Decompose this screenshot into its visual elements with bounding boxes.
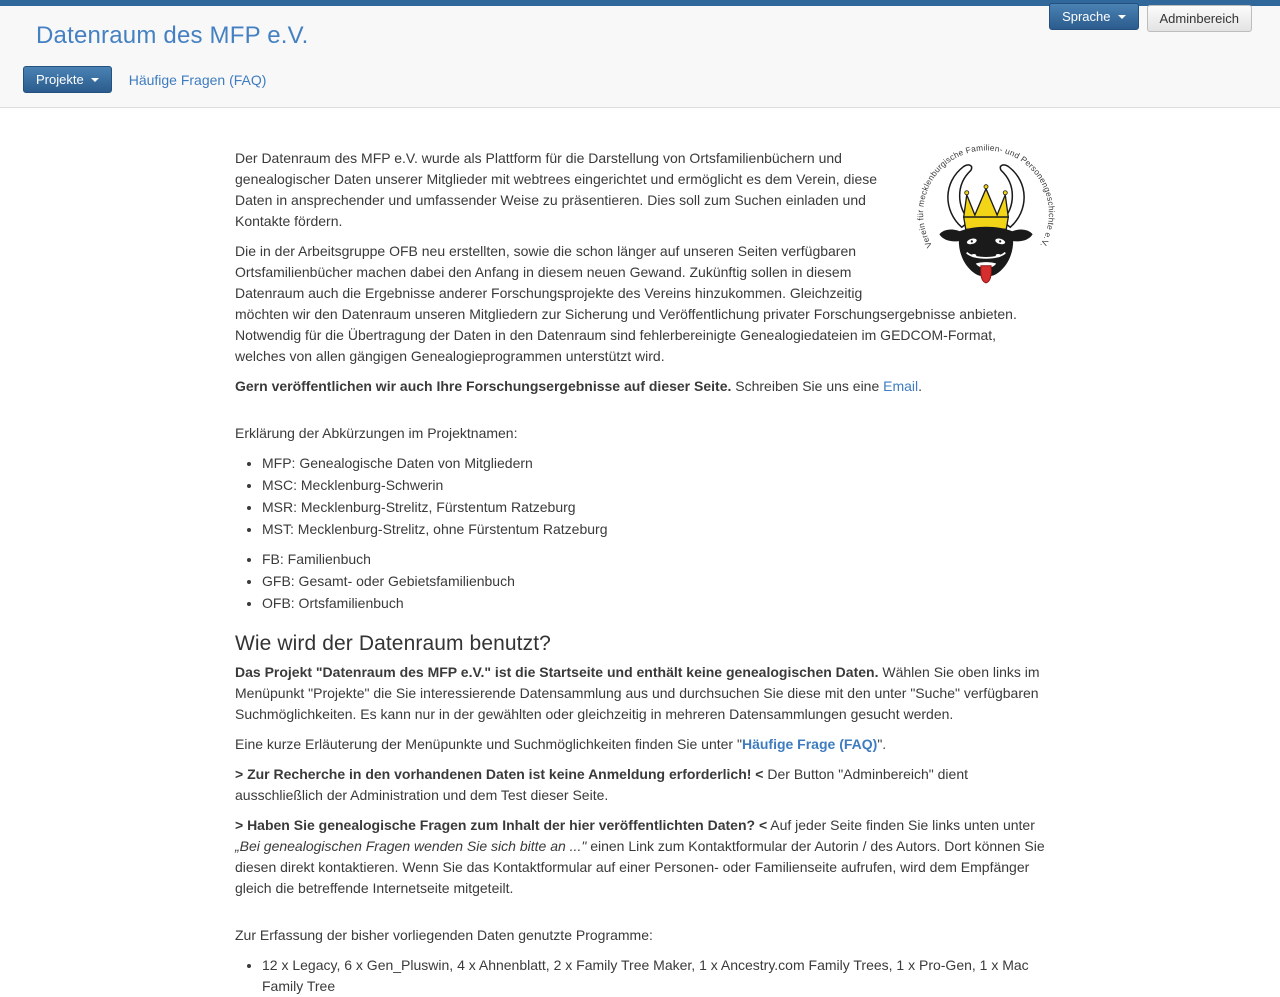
publish-text: Schreiben Sie uns eine [731,378,884,394]
usage-p4-tail: einen Link zum Kontaktformular der Autorin / des Autors. Dort können Sie diesen direkt kontaktieren. Wenn Sie das Kontaktformular auf einer Personen- oder Familienseite aufrufen, wird dem Empfänger gleich die betreffende Internetseite mitgeteilt. [235,838,1045,896]
programs-heading: Zur Erfassung der bisher vorliegenden Daten genutzte Programme: [235,927,653,943]
usage-p1-text: Wählen Sie oben links im Menüpunkt "Projekte" die Sie interessierende Datensammlung aus und durchsuchen Sie diese mit den unter "Suche" verfügbaren Suchmöglichkeiten. Es kann nur in der gewählten oder gleichzeitig in mehreren Datensammlungen gesucht werden. [235,664,1040,722]
language-dropdown-button[interactable] [1049,3,1138,30]
usage-section-heading: Wie wird der Datenraum benutzt? [235,632,551,655]
list-item: • GFB: Gesamt- oder Gebietsfamilienbuch [262,571,1045,592]
top-right-buttons [1049,3,1252,32]
usage-p1-bold: Das Projekt "Datenraum des MFP e.V." ist die Startseite und enthält keine genealogischen Daten. [235,664,879,680]
usage-p4-italic: „Bei genealogischen Fragen wenden Sie sich bitte an ..." [235,838,587,854]
intro-paragraph-1: Der Datenraum des MFP e.V. wurde als Plattform für die Darstellung von Ortsfamilienbüchern und genealogischer Daten unserer Mitglieder mit webtrees eingerichtet und ermöglicht es dem Verein, diese Daten in ansprechender und umfassender Weise zu präsentieren. Dies soll zum Suchen einladen und Kontakte fördern. [235,150,878,229]
crown-icon [964,185,1009,230]
usage-p4-text: Auf jeder Seite finden Sie links unten unter [767,817,1035,833]
bull-head [939,227,1032,283]
usage-paragraph-3 [235,764,1045,806]
usage-p2-tail: ". [877,736,887,752]
email-link[interactable]: Email [883,378,919,394]
intro-paragraph-2: Die in der Arbeitsgruppe OFB neu erstellten, sowie die schon länger auf unseren Seiten verfügbaren Ortsfamilienbücher machen dabei den Anfang in diesem neuen Gewand. Zukünftig sollen in diesem Datenraum auch die Ergebnisse anderer Forschungsprojekte des Vereins hinzukommen. Gleichzeitig möchten wir den Datenraum unseren Mitgliedern zur Sicherung und Veröffentlichung privater Forschungsergebnisse anbieten. Notwendig für die Übertragung der Daten in den Datenraum sind fehlerbereinigte Genealogiedateien im GEDCOM-Format, welches von allen gängigen Genealogieprogrammen unterstützt wird. [235,243,1017,364]
chevron-down-icon [1118,15,1126,19]
projects-dropdown-label: Projekte [36,72,84,87]
abbreviations-list-regions [235,453,1045,540]
list-item: • MFP: Genealogische Daten von Mitgliedern [262,453,1045,474]
faq-inline-link[interactable]: Häufige Frage (FAQ) [741,736,878,752]
usage-p4-bold: > Haben Sie genealogische Fragen zum Inhalt der hier veröffentlichten Daten? < [235,817,768,833]
main-content [0,108,1280,997]
tongue [981,266,992,283]
usage-paragraph-1 [235,662,1045,725]
usage-p2-text: Eine kurze Erläuterung der Menüpunkte und Suchmöglichkeiten finden Sie unter " [235,736,742,752]
admin-area-button[interactable]: Adminbereich [1147,5,1253,32]
chevron-down-icon [91,78,99,82]
bull-head-crest-icon [909,134,1063,288]
club-logo [909,134,1063,288]
publish-paragraph [235,376,1045,397]
main-nav [23,66,1280,93]
abbreviations-list-book-types [235,549,1045,614]
language-dropdown-label: Sprache [1062,9,1111,24]
abbreviations-heading: Erklärung der Abkürzungen im Projektnamen: [235,425,518,441]
list-item: • FB: Familienbuch [262,549,1045,570]
publish-tail: . [918,378,923,394]
list-item: • 12 x Legacy, 6 x Gen_Pluswin, 4 x Ahnenblatt, 2 x Family Tree Maker, 1 x Ancestry.com Family Trees, 1 x Pro-Gen, 1 x Mac Family Tree [262,955,1045,997]
list-item: • MSR: Mecklenburg-Strelitz, Fürstentum Ratzeburg [262,497,1045,518]
publish-bold-text: Gern veröffentlichen wir auch Ihre Forschungsergebnisse auf dieser Seite. [235,378,732,394]
logo-circle-text: Verein für mecklenburgische Familien- und Personengeschichte e.V. [915,142,1057,250]
list-item: • MSC: Mecklenburg-Schwerin [262,475,1045,496]
list-item: • MST: Mecklenburg-Strelitz, ohne Fürstentum Ratzeburg [262,519,1045,540]
usage-p3-text: Der Button "Adminbereich" dient ausschließlich der Administration und dem Test dieser Seite. [235,766,968,803]
usage-p3-bold: > Zur Recherche in den vorhandenen Daten ist keine Anmeldung erforderlich! < [235,766,764,782]
list-item: • OFB: Ortsfamilienbuch [262,593,1045,614]
usage-paragraph-4 [235,815,1045,899]
programs-list [235,955,1045,997]
usage-paragraph-2 [235,734,1045,755]
faq-nav-link[interactable]: Häufige Fragen (FAQ) [128,71,267,88]
projects-dropdown-button[interactable] [23,66,112,93]
page-title: Datenraum des MFP e.V. [36,22,309,49]
